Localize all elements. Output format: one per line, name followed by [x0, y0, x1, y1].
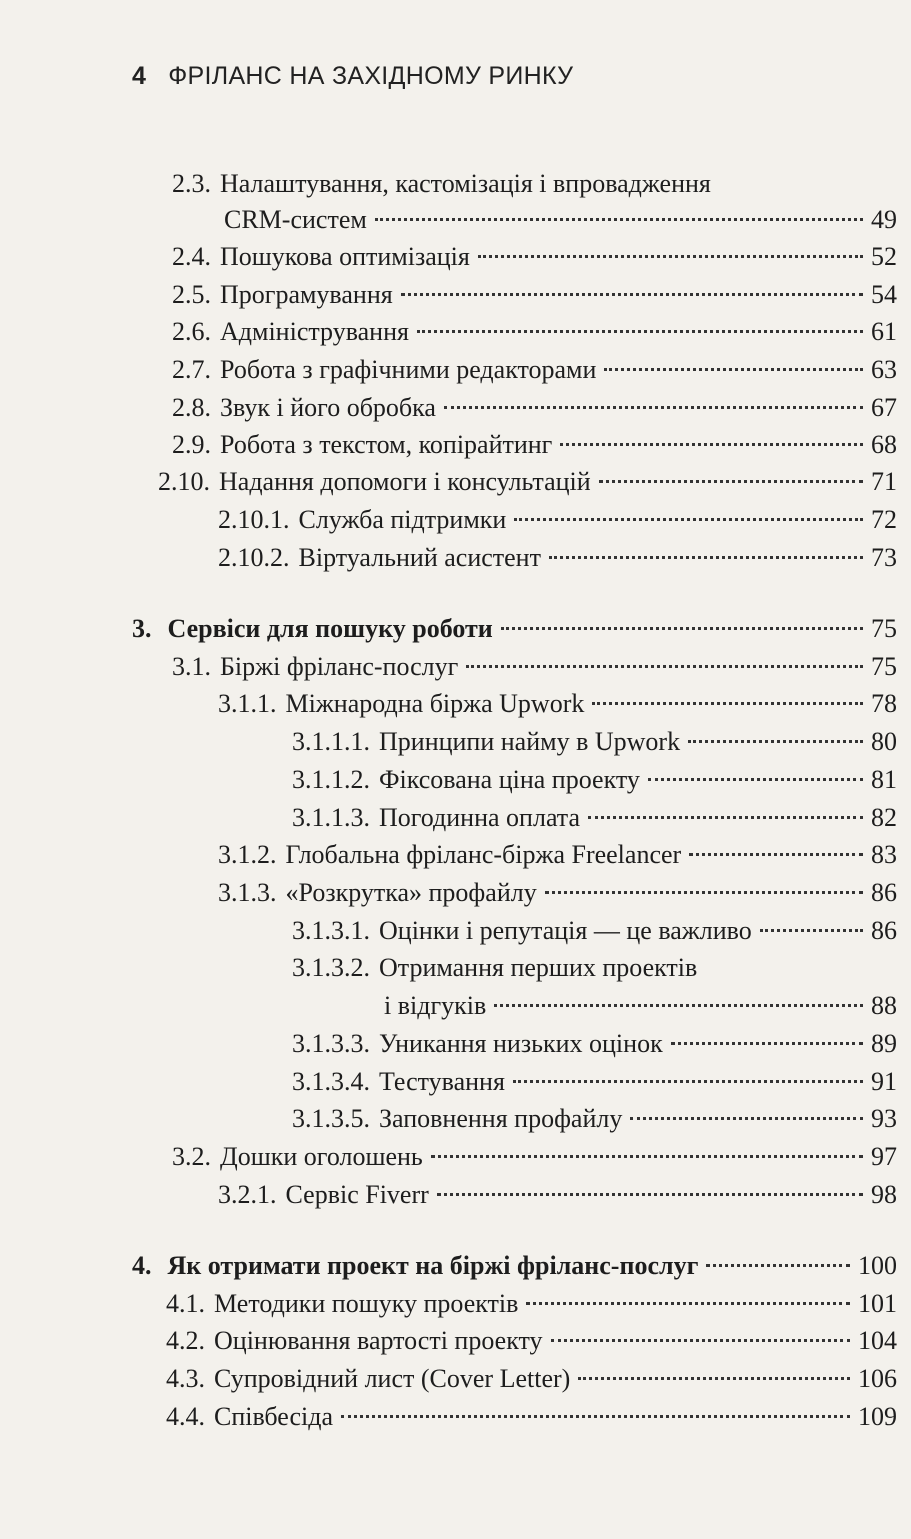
toc-entry-2-4[interactable]: 2.4. Пошукова оптимізація 52: [172, 239, 897, 275]
toc-entry-4-1[interactable]: 4.1. Методики пошуку проектів 101: [166, 1286, 897, 1322]
toc-page: 98: [871, 1180, 897, 1209]
toc-entry-3-2[interactable]: 3.2. Дошки оголошень 97: [172, 1139, 897, 1175]
toc-page: 75: [871, 652, 897, 681]
leader-dots: [514, 518, 863, 521]
running-title: ФРІЛАНС НА ЗАХІДНОМУ РИНКУ: [168, 62, 574, 90]
toc-entry-2-7[interactable]: 2.7. Робота з графічними редакторами 63: [172, 352, 897, 388]
toc-entry-3-1-3-2[interactable]: [384, 988, 897, 1024]
toc-title: Сервіси для пошуку роботи: [167, 614, 493, 643]
toc-entry-3-1-3-4[interactable]: 3.1.3.4. Тестування 91: [292, 1064, 897, 1100]
toc-entry-2-10[interactable]: 2.10. Надання допомоги і консультацій 71: [158, 464, 897, 500]
leader-dots: [588, 816, 863, 819]
leader-dots: [375, 218, 863, 221]
toc-page: 101: [858, 1289, 897, 1318]
toc-page: 54: [871, 280, 897, 309]
toc-page: 52: [871, 242, 897, 271]
toc-page: 72: [871, 505, 897, 534]
toc-title: Як отримати проект на біржі фріланс-послуг: [167, 1251, 699, 1280]
leader-dots: [630, 1117, 863, 1120]
toc-entry-4-3[interactable]: 4.3. Супровідний лист (Cover Letter) 106: [166, 1361, 897, 1397]
toc-page: 73: [871, 543, 897, 572]
toc-title: Супровідний лист (Cover Letter): [214, 1364, 571, 1393]
toc-entry-3-1-2[interactable]: 3.1.2. Глобальна фріланс-біржа Freelancer 83: [218, 837, 897, 873]
page-number: 4: [132, 62, 147, 90]
toc-page: 81: [871, 765, 897, 794]
toc-entry-3-1-3[interactable]: 3.1.3. «Розкрутка» профайлу 86: [218, 875, 897, 911]
toc-page: 88: [871, 991, 897, 1020]
toc-page: 80: [871, 727, 897, 756]
leader-dots: [549, 556, 863, 559]
toc-entry-2-10-2[interactable]: 2.10.2. Віртуальний асистент 73: [218, 540, 897, 576]
leader-dots: [671, 1042, 863, 1045]
toc-page: 100: [858, 1251, 897, 1280]
toc-entry-2-8[interactable]: 2.8. Звук і його обробка 67: [172, 390, 897, 426]
toc-title: Програмування: [220, 280, 393, 309]
toc-entry-3-1-1-2[interactable]: 3.1.1.2. Фіксована ціна проекту 81: [292, 762, 897, 798]
toc-entry-2-9[interactable]: 2.9. Робота з текстом, копірайтинг 68: [172, 427, 897, 463]
toc-title: Звук і його обробка: [220, 393, 436, 422]
leader-dots: [401, 293, 863, 296]
toc-title: Сервіс Fiverr: [285, 1180, 429, 1209]
toc-chapter-3[interactable]: 3. Сервіси для пошуку роботи 75: [132, 611, 897, 647]
leader-dots: [478, 255, 863, 258]
toc-title: Дошки оголошень: [220, 1142, 423, 1171]
leader-dots: [431, 1155, 863, 1158]
toc-title: Принципи найму в Upwork: [379, 727, 681, 756]
toc-page: 106: [858, 1364, 897, 1393]
toc-entry-3-1[interactable]: 3.1. Біржі фріланс-послуг 75: [172, 649, 897, 685]
toc-title: Погодинна оплата: [379, 803, 581, 832]
toc-page: 71: [871, 467, 897, 496]
toc-page: 86: [871, 878, 897, 907]
toc-title: Біржі фріланс-послуг: [220, 652, 459, 681]
leader-dots: [599, 480, 863, 483]
toc-title: Тестування: [379, 1067, 505, 1096]
toc-entry-2-6[interactable]: 2.6. Адміністрування 61: [172, 314, 897, 350]
toc-title: Уникання низьких оцінок: [379, 1029, 663, 1058]
leader-dots: [513, 1080, 863, 1083]
toc-page: 91: [871, 1067, 897, 1096]
leader-dots: [648, 778, 863, 781]
toc-page: 82: [871, 803, 897, 832]
toc-title: Заповнення профайлу: [379, 1104, 623, 1133]
toc-title: Робота з текстом, копірайтинг: [220, 430, 553, 459]
toc-title: CRM-систем: [224, 205, 367, 234]
leader-dots: [466, 665, 863, 668]
leader-dots: [706, 1264, 850, 1267]
leader-dots: [437, 1193, 863, 1196]
leader-dots: [760, 929, 863, 932]
toc-page: 89: [871, 1029, 897, 1058]
toc-title: Віртуальний асистент: [298, 543, 541, 572]
leader-dots: [545, 891, 863, 894]
leader-dots: [551, 1339, 850, 1342]
toc-page: 67: [871, 393, 897, 422]
toc-entry-3-1-3-5[interactable]: 3.1.3.5. Заповнення профайлу 93: [292, 1101, 897, 1137]
toc-page: 109: [858, 1402, 897, 1431]
toc-title: Фіксована ціна проекту: [379, 765, 640, 794]
leader-dots: [444, 406, 863, 409]
toc-page: 83: [871, 840, 897, 869]
toc-title: Пошукова оптимізація: [220, 242, 470, 271]
toc-title: «Розкрутка» профайлу: [285, 878, 537, 907]
toc-chapter-4[interactable]: 4. Як отримати проект на біржі фріланс-послуг 100: [132, 1248, 897, 1284]
leader-dots: [494, 1004, 863, 1007]
toc-page: 86: [871, 916, 897, 945]
toc-entry-3-1-1-3[interactable]: 3.1.1.3. Погодинна оплата 82: [292, 800, 897, 836]
toc-entry-4-2[interactable]: 4.2. Оцінювання вартості проекту 104: [166, 1323, 897, 1359]
toc-page: 75: [871, 614, 897, 643]
leader-dots: [417, 330, 863, 333]
toc-entry-3-2-1[interactable]: 3.2.1. Сервіс Fiverr 98: [218, 1177, 897, 1213]
toc-entry-2-3[interactable]: [224, 202, 897, 238]
toc-title: Співбесіда: [214, 1402, 334, 1431]
leader-dots: [592, 702, 863, 705]
toc-page: 97: [871, 1142, 897, 1171]
running-header: [132, 62, 573, 91]
toc-title: Методики пошуку проектів: [214, 1289, 519, 1318]
leader-dots: [501, 627, 863, 630]
toc-entry-3-1-1[interactable]: 3.1.1. Міжнародна біржа Upwork 78: [218, 686, 897, 722]
toc-entry-3-1-1-1[interactable]: 3.1.1.1. Принципи найму в Upwork 80: [292, 724, 897, 760]
toc-page: 93: [871, 1104, 897, 1133]
toc-entry-3-1-3-1[interactable]: 3.1.3.1. Оцінки і репутація — це важливо 86: [292, 913, 897, 949]
toc-page: 78: [871, 689, 897, 718]
toc-page: 68: [871, 430, 897, 459]
toc-title: Глобальна фріланс-біржа Freelancer: [285, 840, 682, 869]
toc-title: Міжнародна біржа Upwork: [285, 689, 585, 718]
leader-dots: [689, 853, 863, 856]
toc-line-2-3-first: 2.3. Налаштування, кастомізація і впровадження: [172, 169, 711, 198]
toc-page: 104: [858, 1326, 897, 1355]
toc-title: Оцінки і репутація — це важливо: [379, 916, 752, 945]
leader-dots: [578, 1377, 850, 1380]
leader-dots: [526, 1302, 850, 1305]
leader-dots: [604, 368, 863, 371]
toc-page: 61: [871, 317, 897, 346]
toc-line-3-1-3-2-first: 3.1.3.2. Отримання перших проектів: [292, 953, 698, 982]
toc-title: Надання допомоги і консультацій: [219, 467, 591, 496]
toc-page: 49: [871, 205, 897, 234]
leader-dots: [688, 740, 863, 743]
toc-entry-3-1-3-3[interactable]: 3.1.3.3. Уникання низьких оцінок 89: [292, 1026, 897, 1062]
leader-dots: [560, 443, 863, 446]
toc-title: Оцінювання вартості проекту: [214, 1326, 543, 1355]
toc-title: і відгуків: [384, 991, 487, 1020]
toc-page: 63: [871, 355, 897, 384]
toc-title: Служба підтримки: [298, 505, 507, 534]
toc-title: Адміністрування: [220, 317, 409, 346]
toc-entry-4-4[interactable]: 4.4. Співбесіда 109: [166, 1399, 897, 1435]
leader-dots: [341, 1415, 850, 1418]
toc-entry-2-10-1[interactable]: 2.10.1. Служба підтримки 72: [218, 502, 897, 538]
toc-entry-2-5[interactable]: 2.5. Програмування 54: [172, 277, 897, 313]
toc-title: Робота з графічними редакторами: [220, 355, 597, 384]
